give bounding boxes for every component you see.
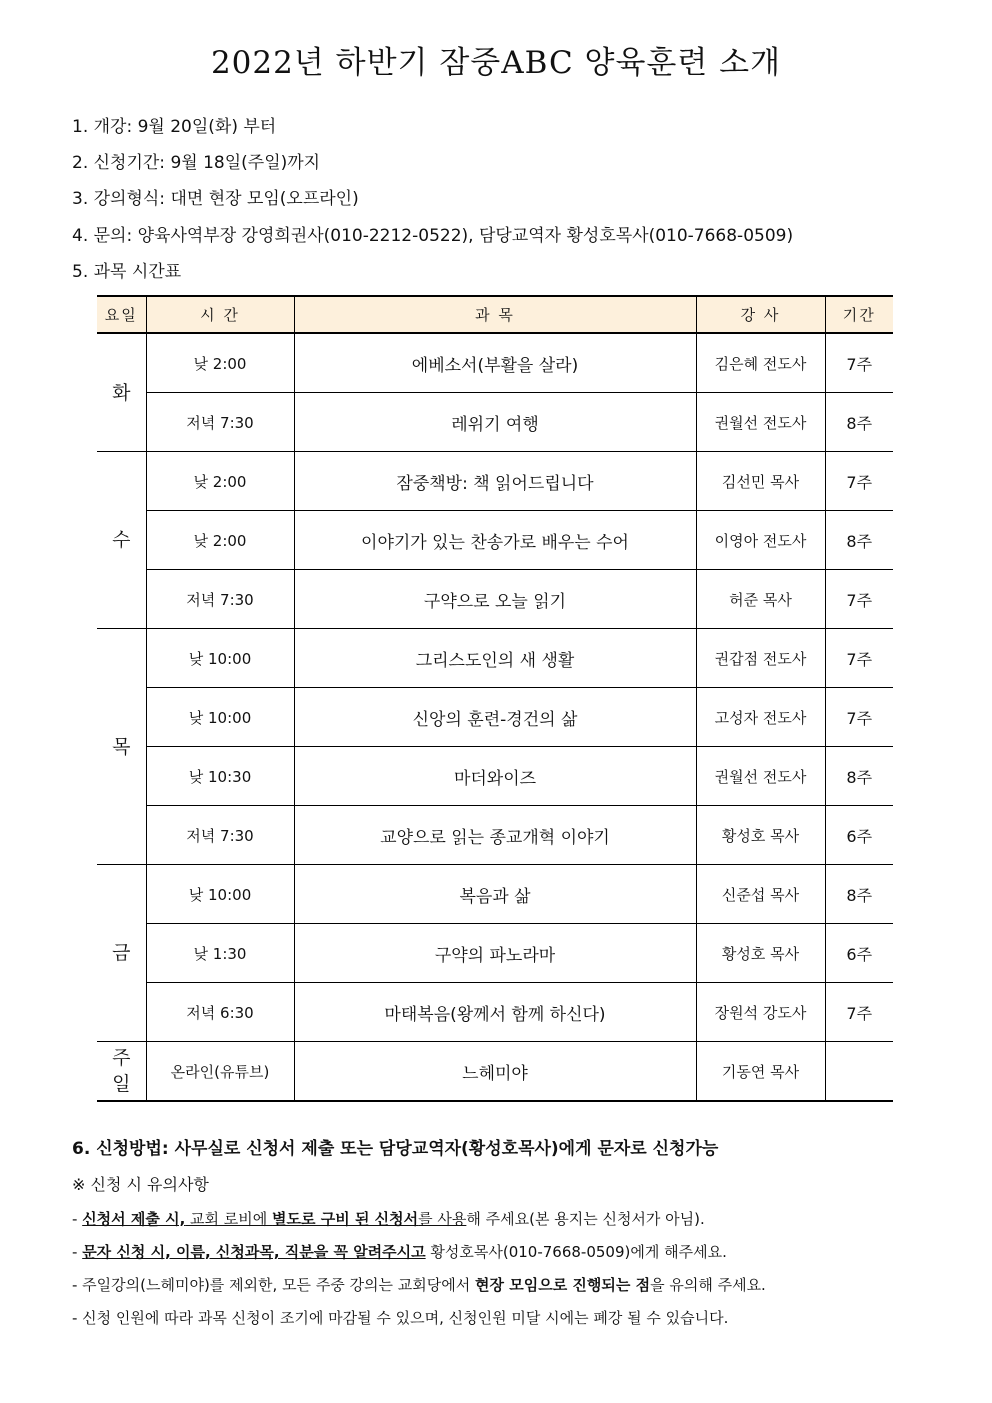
course-cell: 신앙의 훈련-경건의 삶 — [294, 688, 696, 747]
table-row — [97, 570, 893, 629]
course-cell: 느헤미야 — [294, 1042, 696, 1102]
day-cell-sunday — [97, 1042, 146, 1102]
time-cell: 낮 10:00 — [146, 865, 294, 924]
note-1-dash: - — [72, 1210, 83, 1228]
time-cell: 저녁 7:30 — [146, 393, 294, 452]
day-cell-thursday: 목 — [97, 629, 146, 865]
day-label-sunday-bottom: 일 — [112, 1073, 131, 1095]
info-contact: 4. 문의: 양육사역부장 강영희권사(010-2212-0522), 담당교역자 황성호목사(010-7668-0509) — [72, 226, 794, 246]
course-cell: 에베소서(부활을 살라) — [294, 333, 696, 393]
course-cell: 교양으로 읽는 종교개혁 이야기 — [294, 806, 696, 865]
table-row — [97, 629, 893, 688]
teacher-cell: 허준 목사 — [696, 570, 825, 629]
course-cell: 구약의 파노라마 — [294, 924, 696, 983]
info-application-period: 2. 신청기간: 9월 18일(주일)까지 — [72, 153, 321, 173]
teacher-cell: 권갑점 전도사 — [696, 629, 825, 688]
time-cell: 저녁 7:30 — [146, 570, 294, 629]
time-cell: 낮 10:00 — [146, 629, 294, 688]
note-1 — [72, 1208, 705, 1230]
course-cell: 잠중책방: 책 읽어드립니다 — [294, 452, 696, 511]
time-cell: 낮 2:00 — [146, 452, 294, 511]
document-title: 2022년 하반기 잠중ABC 양육훈련 소개 — [210, 45, 782, 81]
table-row — [97, 806, 893, 865]
note-2-part-a: 문자 신청 시, 이름, 신청과목, 직분을 꼭 알려주시고 — [82, 1243, 426, 1261]
teacher-cell: 장원석 강도사 — [696, 983, 825, 1042]
day-cell-tuesday: 화 — [97, 333, 146, 452]
duration-cell: 7주 — [825, 570, 893, 629]
table-row — [97, 865, 893, 924]
notice-heading: ※ 신청 시 유의사항 — [72, 1175, 209, 1194]
teacher-cell: 신준섭 목사 — [696, 865, 825, 924]
note-1-part-d: 를 사용 — [418, 1210, 467, 1228]
note-1-part-a: 신청서 제출 시, — [82, 1210, 186, 1228]
table-row — [97, 688, 893, 747]
teacher-cell: 황성호 목사 — [696, 806, 825, 865]
duration-cell: 7주 — [825, 452, 893, 511]
duration-cell: 6주 — [825, 924, 893, 983]
note-3 — [72, 1274, 766, 1296]
header-day: 요일 — [97, 296, 146, 333]
day-label-sunday-top: 주 — [112, 1047, 131, 1069]
note-3-part-a: - 주일강의(느헤미야)를 제외한, 모든 주중 강의는 교회당에서 — [72, 1276, 476, 1294]
course-cell: 구약으로 오늘 읽기 — [294, 570, 696, 629]
course-cell: 마태복음(왕께서 함께 하신다) — [294, 983, 696, 1042]
note-3-part-b: 현장 모임으로 진행되는 점 — [475, 1276, 651, 1294]
day-cell-wednesday: 수 — [97, 452, 146, 629]
duration-cell — [825, 1042, 893, 1102]
note-2-part-b: 황성호목사(010-7668-0509)에게 해주세요. — [425, 1243, 727, 1261]
note-4: - 신청 인원에 따라 과목 신청이 조기에 마감될 수 있으며, 신청인원 미달 시에는 폐강 될 수 있습니다. — [72, 1309, 729, 1327]
teacher-cell: 김선민 목사 — [696, 452, 825, 511]
header-duration: 기간 — [825, 296, 893, 333]
table-row — [97, 393, 893, 452]
time-cell: 저녁 6:30 — [146, 983, 294, 1042]
table-row — [97, 511, 893, 570]
course-cell: 그리스도인의 새 생활 — [294, 629, 696, 688]
time-cell: 낮 2:00 — [146, 333, 294, 393]
duration-cell: 6주 — [825, 806, 893, 865]
table-row — [97, 333, 893, 393]
table-row — [97, 747, 893, 806]
teacher-cell: 권월선 전도사 — [696, 747, 825, 806]
time-cell: 낮 10:00 — [146, 688, 294, 747]
note-1-part-b: 교회 로비에 — [185, 1210, 273, 1228]
table-row — [97, 983, 893, 1042]
time-cell: 낮 1:30 — [146, 924, 294, 983]
duration-cell: 8주 — [825, 865, 893, 924]
header-course: 과 목 — [294, 296, 696, 333]
duration-cell: 8주 — [825, 511, 893, 570]
table-row — [97, 452, 893, 511]
table-header-row — [97, 296, 893, 333]
course-cell: 이야기가 있는 찬송가로 배우는 수어 — [294, 511, 696, 570]
info-timetable-heading: 5. 과목 시간표 — [72, 262, 182, 282]
course-cell: 마더와이즈 — [294, 747, 696, 806]
header-time: 시 간 — [146, 296, 294, 333]
teacher-cell: 황성호 목사 — [696, 924, 825, 983]
teacher-cell: 기동연 목사 — [696, 1042, 825, 1102]
application-method: 6. 신청방법: 사무실로 신청서 제출 또는 담당교역자(황성호목사)에게 문자로 신청가능 — [72, 1139, 719, 1159]
note-3-part-c: 을 유의해 주세요. — [650, 1276, 766, 1294]
duration-cell: 8주 — [825, 747, 893, 806]
teacher-cell: 고성자 전도사 — [696, 688, 825, 747]
table-row — [97, 1042, 893, 1102]
header-teacher: 강 사 — [696, 296, 825, 333]
teacher-cell: 이영아 전도사 — [696, 511, 825, 570]
info-lecture-format: 3. 강의형식: 대면 현장 모임(오프라인) — [72, 189, 359, 209]
note-1-part-e: 해 주세요(본 용지는 신청서가 아님). — [466, 1210, 705, 1228]
note-2-dash: - — [72, 1243, 83, 1261]
time-cell: 저녁 7:30 — [146, 806, 294, 865]
time-cell: 낮 2:00 — [146, 511, 294, 570]
teacher-cell: 김은혜 전도사 — [696, 333, 825, 393]
duration-cell: 7주 — [825, 983, 893, 1042]
info-opening: 1. 개강: 9월 20일(화) 부터 — [72, 117, 277, 137]
course-cell: 레위기 여행 — [294, 393, 696, 452]
teacher-cell: 권월선 전도사 — [696, 393, 825, 452]
day-cell-friday: 금 — [97, 865, 146, 1042]
duration-cell: 7주 — [825, 333, 893, 393]
duration-cell: 8주 — [825, 393, 893, 452]
time-cell: 온라인(유튜브) — [146, 1042, 294, 1102]
time-cell: 낮 10:30 — [146, 747, 294, 806]
note-1-part-c: 별도로 구비 된 신청서 — [272, 1210, 419, 1228]
note-2 — [72, 1241, 727, 1263]
duration-cell: 7주 — [825, 688, 893, 747]
course-cell: 복음과 삶 — [294, 865, 696, 924]
course-timetable — [97, 295, 893, 1102]
duration-cell: 7주 — [825, 629, 893, 688]
table-row — [97, 924, 893, 983]
